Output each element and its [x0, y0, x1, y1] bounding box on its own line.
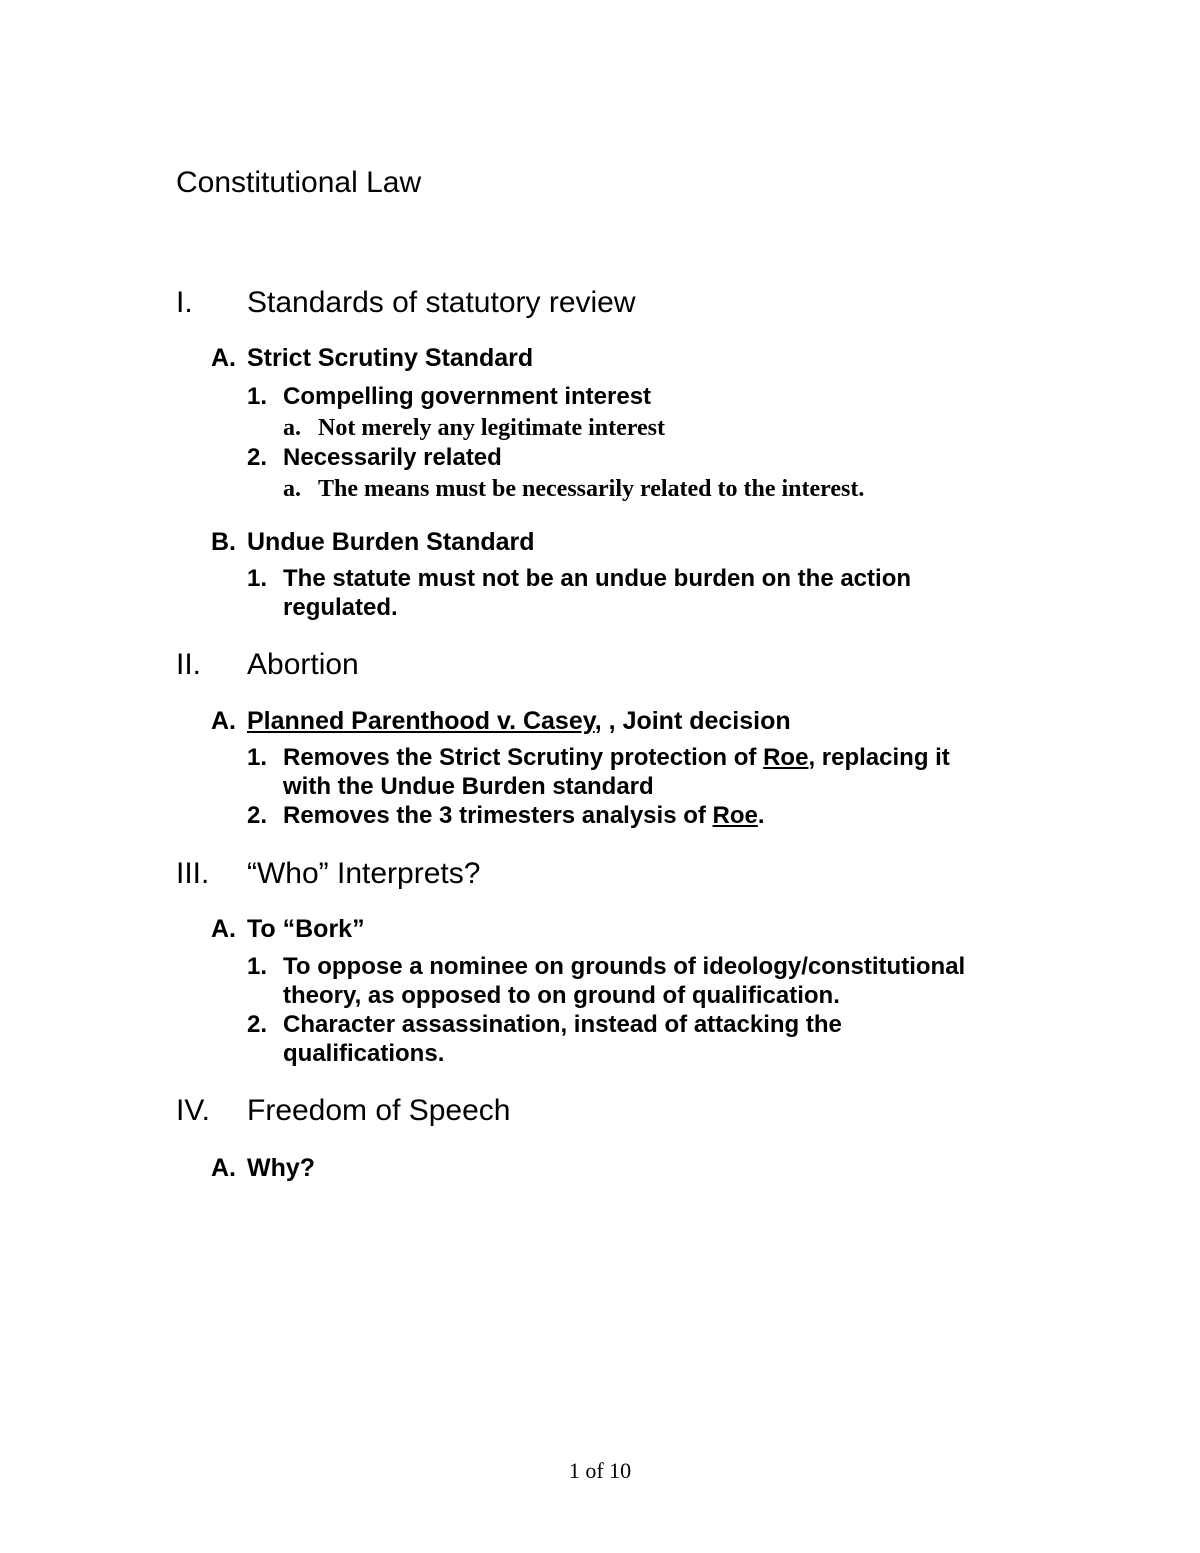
item-number: 2. — [247, 444, 268, 471]
item-text — [283, 802, 765, 830]
subsection-label: A. — [211, 707, 236, 735]
subsection-label: A. — [211, 344, 236, 372]
case-name-roe: Roe — [763, 744, 809, 771]
item-text-pre: Removes the 3 trimesters analysis of — [283, 802, 713, 829]
item-text-continued: with the Undue Burden standard — [283, 773, 654, 800]
item-text: To oppose a nominee on grounds of ideology/constitutional — [283, 953, 966, 980]
subsection-label: A. — [211, 915, 236, 943]
item-number: 1. — [247, 744, 268, 771]
section-number: III. — [176, 857, 210, 890]
item-text-post: , replacing it — [808, 744, 950, 771]
item-text — [283, 744, 950, 772]
subitem-text: Not merely any legitimate interest — [318, 415, 666, 441]
subsection-label: A. — [211, 1154, 236, 1182]
subsection-heading: Undue Burden Standard — [247, 528, 535, 556]
item-number: 2. — [247, 802, 268, 829]
item-text: Character assassination, instead of attacking the — [283, 1011, 842, 1038]
item-number: 1. — [247, 383, 268, 410]
case-name: Planned Parenthood v. Casey — [247, 707, 595, 735]
section-heading: Standards of statutory review — [247, 286, 636, 319]
item-text: The statute must not be an undue burden on the action — [283, 565, 912, 592]
subsection-heading-rest: , , Joint decision — [594, 707, 791, 735]
item-text-pre: Removes the Strict Scrutiny protection of — [283, 744, 764, 771]
section-number: I. — [176, 286, 193, 319]
subitem-text: The means must be necessarily related to the interest. — [318, 476, 865, 502]
section-heading: “Who” Interprets? — [247, 857, 481, 890]
item-number: 1. — [247, 953, 268, 980]
subsection-heading — [247, 707, 791, 736]
subitem-letter: a. — [283, 415, 301, 441]
section-heading: Freedom of Speech — [247, 1094, 511, 1127]
subsection-heading: Why? — [247, 1154, 316, 1182]
page-number: 1 of 10 — [568, 1458, 632, 1483]
item-text: Compelling government interest — [283, 383, 652, 410]
subsection-heading: Strict Scrutiny Standard — [247, 344, 534, 372]
item-text-continued: regulated. — [283, 594, 398, 621]
subsection-heading: To “Bork” — [247, 915, 365, 943]
item-text-post: . — [757, 802, 765, 829]
section-number: II. — [176, 648, 202, 681]
subitem-letter: a. — [283, 476, 301, 502]
item-text-continued: qualifications. — [283, 1040, 445, 1067]
case-name-roe: Roe — [712, 802, 758, 829]
item-number: 1. — [247, 565, 268, 592]
item-text-continued: theory, as opposed to on ground of qualification. — [283, 982, 840, 1009]
item-text: Necessarily related — [283, 444, 502, 471]
item-number: 2. — [247, 1011, 268, 1038]
section-number: IV. — [176, 1094, 210, 1127]
subsection-label: B. — [211, 528, 236, 556]
document-title: Constitutional Law — [176, 166, 422, 199]
section-heading: Abortion — [247, 648, 359, 681]
